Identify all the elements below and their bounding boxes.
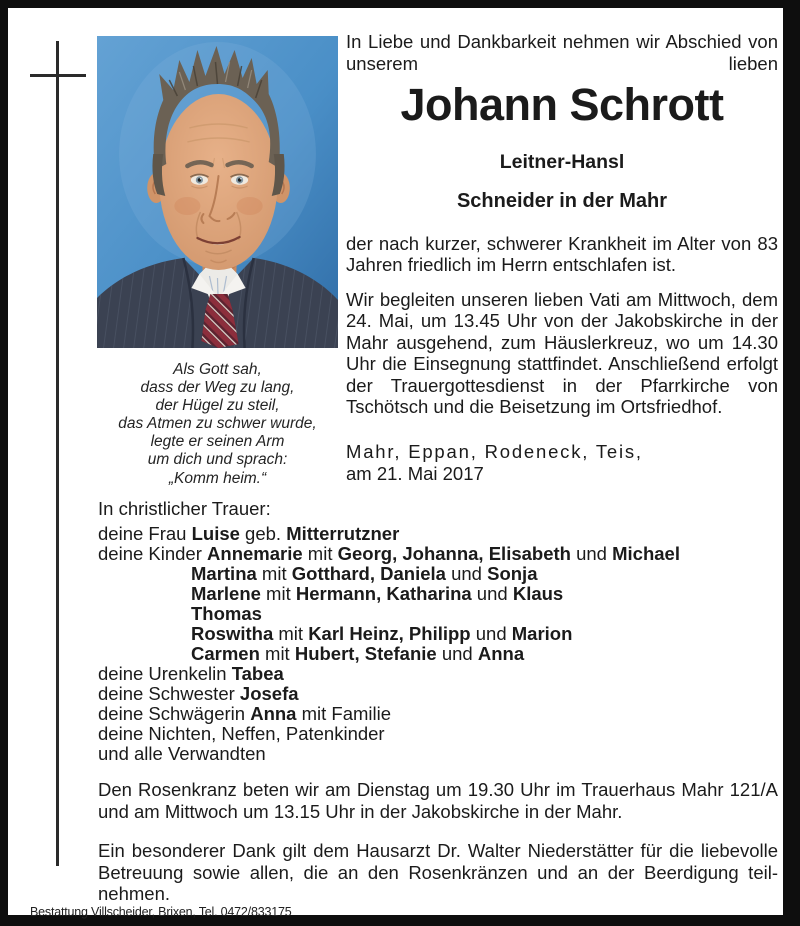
mourner-name: Georg, Johanna, Elisabeth (337, 543, 571, 564)
mourner-text: deine Schwägerin (98, 703, 251, 724)
mourner-text: mit (260, 583, 296, 604)
mourner-text: mit Familie (296, 703, 392, 724)
mourner-name: Josefa (239, 683, 299, 704)
obituary-paper (8, 8, 783, 919)
mourners-list (98, 524, 790, 764)
mourner-text: mit (273, 623, 309, 644)
house-name: Leitner-Hansl (499, 151, 625, 173)
mourner-name: Hubert, Stefanie (294, 643, 437, 664)
memorial-poem (86, 361, 349, 488)
mourner-name: Mitterrutzner (286, 523, 400, 544)
mourner-children-block (98, 544, 790, 664)
poem-line: um dich und sprach: (147, 451, 288, 469)
mourner-nieces-nephews: deine Nichten, Neffen, Patenkinder (98, 723, 385, 744)
mourning-header: In christlicher Trauer: (98, 498, 271, 519)
mourner-text: deine Frau (98, 523, 192, 544)
mourner-text: und (570, 543, 613, 564)
mourner-name: Annemarie (207, 543, 303, 564)
mourner-child (98, 543, 790, 564)
mourner-great-grandchild (98, 664, 790, 684)
mourner-text: und (436, 643, 478, 664)
mourner-name: Carmen (191, 643, 260, 664)
places-line: Mahr, Eppan, Rodeneck, Teis, (346, 441, 643, 462)
mourner-name: Tabea (231, 663, 284, 684)
poem-line: „Komm heim.“ (168, 469, 267, 487)
mourner-name: Sonja (487, 563, 538, 584)
mourner-text: und (445, 563, 488, 584)
mourner-sister (98, 684, 790, 704)
poem-line: legte er seinen Arm (150, 433, 285, 451)
date-line: am 21. Mai 2017 (346, 462, 484, 484)
mourner-name: Martina (191, 563, 257, 584)
death-text: der nach kurzer, schwerer Krankheit im Alter von 83 Jahren friedlich im Herrn entschlafen ist. (346, 233, 778, 276)
poem-line: das Atmen zu schwer wurde, (118, 415, 317, 433)
mourner-name: Marion (511, 623, 573, 644)
mourner-name: Michael (612, 543, 680, 564)
mourner-name: Karl Heinz, Philipp (308, 623, 471, 644)
mourner-text: deine Schwester (98, 683, 240, 704)
mourner-name: Anna (250, 703, 297, 724)
mourner-text: geb. (239, 523, 287, 544)
funeral-home-footer: Bestattung Villscheider, Brixen, Tel. 0472/833175 (30, 905, 292, 919)
poem-line: der Hügel zu steil, (155, 397, 280, 415)
thanks-note: Ein besonderer Dank gilt dem Hausarzt Dr. Walter Niederstätter für die liebevolle Betreuung sowie allen, die an den Rosenkränzen und an der Beerdigung teilnehmen. (98, 840, 778, 905)
mourner-name: Gotthard, Daniela (291, 563, 446, 584)
portrait-photo (97, 36, 338, 348)
deceased-name: Johann Schrott (400, 79, 724, 130)
mourner-name: Hermann, Katharina (295, 583, 472, 604)
rosary-note: Den Rosenkranz beten wir am Dienstag um 19.30 Uhr im Trauerhaus Mahr 121/A und am Mittwoch um 13.15 Uhr in der Jakobskirche in der Mahr. (98, 779, 778, 822)
portrait-photo-illustration (97, 36, 338, 348)
mourner-relatives: und alle Verwandten (98, 743, 266, 764)
places-and-date (346, 441, 778, 484)
mourner-wife (98, 524, 790, 544)
mourner-child (191, 624, 790, 644)
mourner-text: und (470, 623, 512, 644)
mourner-text: und (471, 583, 513, 604)
mourner-child (191, 584, 790, 604)
funeral-text: Wir begleiten unseren lieben Vati am Mittwoch, dem 24. Mai, um 13.45 Uhr von der Jakobskirche in der Mahr ausgehend, zum Häuslerkreuz, wo um 14.30 Uhr die Einsegnung stattfindet. Anschließend erfolgt der Trauergottesdienst in der Pfarrkirche von Tschötsch und die Beisetzung im Ortsfriedhof. (346, 289, 778, 418)
mourner-name: Klaus (512, 583, 564, 604)
mourner-name: Marlene (191, 583, 261, 604)
mourner-name: Roswitha (191, 623, 274, 644)
mourner-text: deine Kinder (98, 543, 208, 564)
cross-icon (56, 41, 59, 866)
mourner-name: Luise (191, 523, 240, 544)
mourner-child (191, 644, 790, 664)
mourner-text: deine Urenkelin (98, 663, 232, 684)
mourner-text: mit (302, 543, 338, 564)
mourner-child (191, 564, 790, 584)
mourner-child (191, 604, 790, 624)
mourner-name: Thomas (191, 603, 262, 624)
mourner-text: mit (259, 643, 295, 664)
mourner-name: Anna (477, 643, 525, 664)
mourner-text: mit (256, 563, 292, 584)
poem-line: Als Gott sah, (173, 361, 262, 378)
poem-line: dass der Weg zu lang, (140, 379, 295, 397)
mourner-sister-in-law (98, 704, 790, 724)
cross-icon (30, 74, 86, 77)
intro-text: In Liebe und Dankbarkeit nehmen wir Abschied von unserem lieben (346, 31, 778, 74)
farm-name: Schneider in der Mahr (456, 190, 668, 212)
